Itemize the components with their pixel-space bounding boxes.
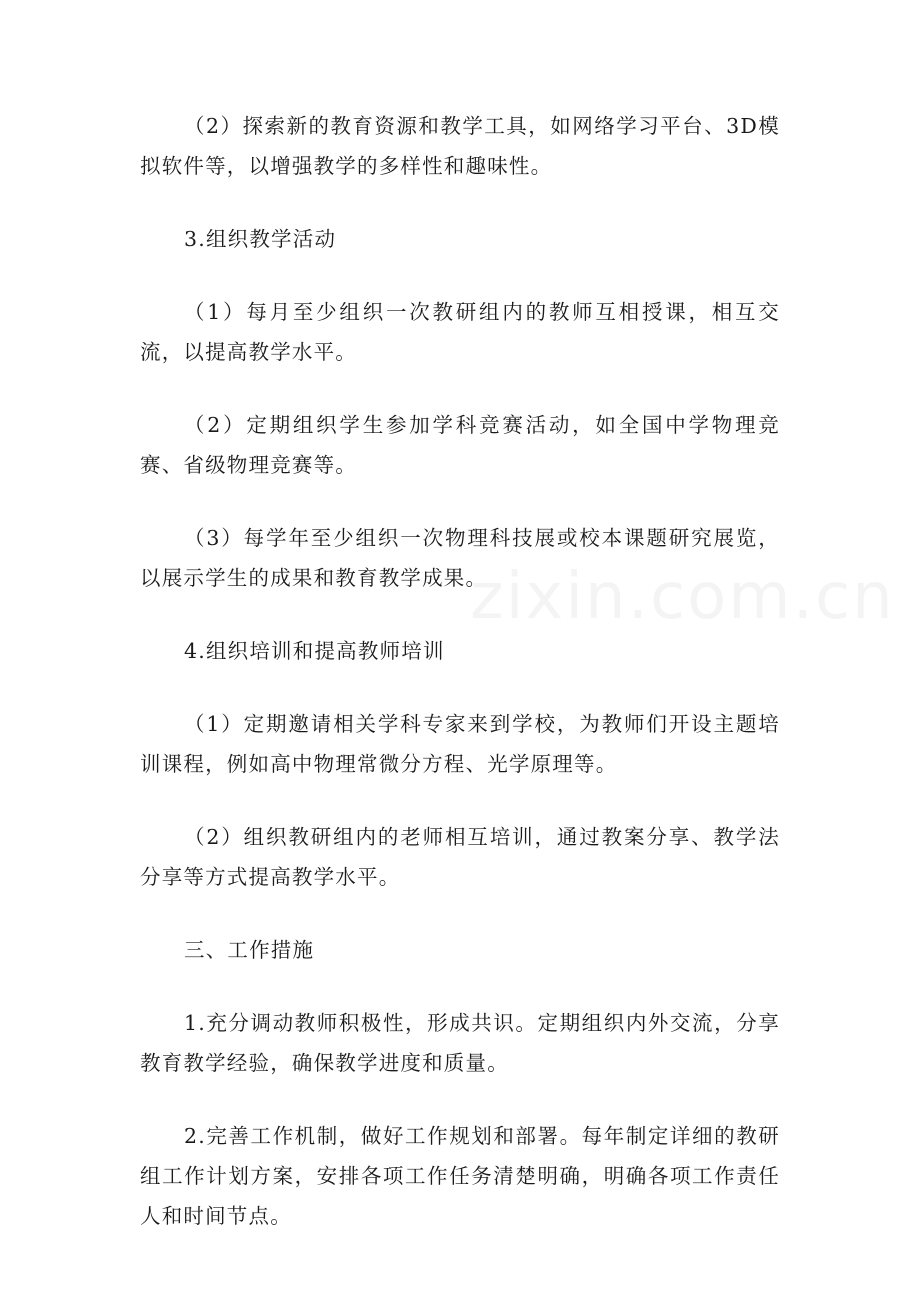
section-heading-work-measures: 三、工作措施 — [184, 938, 315, 962]
paragraph-expert-training: （1）定期邀请相关学科专家来到学校，为教师们开设主题培训课程，例如高中物理常微分方程、光学原理等。 — [140, 712, 780, 776]
paragraph-work-mechanism: 2.完善工作机制，做好工作规划和部署。每年制定详细的教研组工作计划方案，安排各项工作任务清楚明确，明确各项工作责任人和时间节点。 — [140, 1124, 780, 1228]
section-heading-teaching-activities: 3.组织教学活动 — [184, 227, 337, 251]
paragraph-resources: （2）探索新的教育资源和教学工具，如网络学习平台、3D模拟软件等，以增强教学的多样性和趣味性。 — [140, 114, 780, 178]
section-heading-teacher-training: 4.组织培训和提高教师培训 — [184, 639, 445, 663]
paragraph-exhibition: （3）每学年至少组织一次物理科技展或校本课题研究展览，以展示学生的成果和教育教学成果。 — [140, 526, 780, 590]
document-body — [140, 106, 780, 1269]
paragraph-monthly-lessons: （1）每月至少组织一次教研组内的教师互相授课，相互交流，以提高教学水平。 — [140, 300, 780, 364]
paragraph-peer-training: （2）组织教研组内的老师相互培训，通过教案分享、教学法分享等方式提高教学水平。 — [140, 825, 780, 889]
paragraph-motivate-teachers: 1.充分调动教师积极性，形成共识。定期组织内外交流，分享教育教学经验，确保教学进度和质量。 — [140, 1011, 780, 1075]
paragraph-competitions: （2）定期组织学生参加学科竞赛活动，如全国中学物理竞赛、省级物理竞赛等。 — [140, 413, 780, 477]
